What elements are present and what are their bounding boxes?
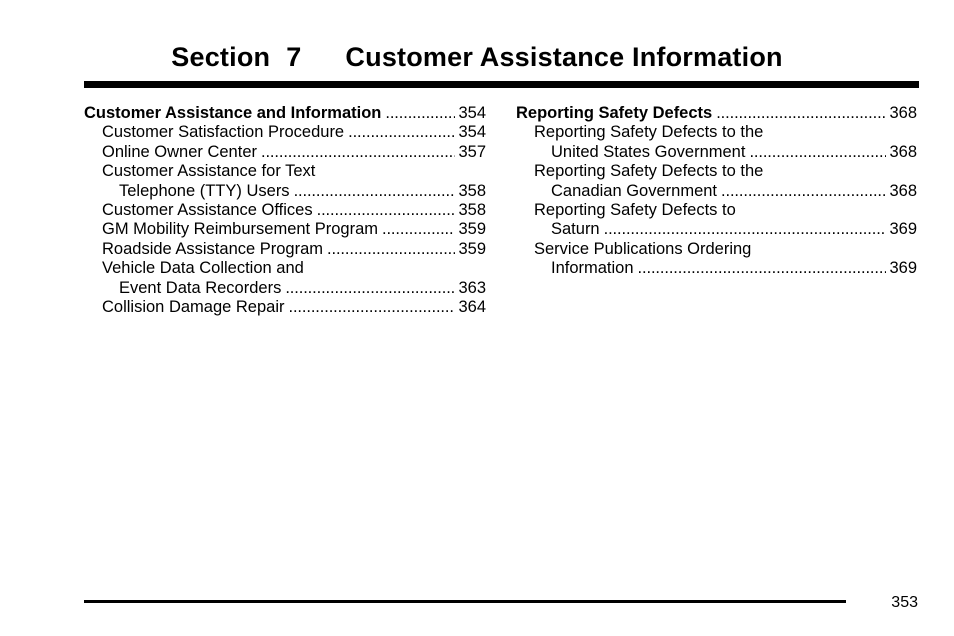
toc-leader-dots: [285, 279, 455, 298]
toc-entry[interactable]: [516, 259, 917, 278]
toc-leader-dots: [721, 182, 886, 201]
toc-page-number: 359: [458, 239, 486, 258]
toc-page-number: 368: [889, 142, 917, 161]
toc-leader-dots: [385, 104, 455, 123]
footer-rule: [84, 600, 846, 603]
toc-entry-label: GM Mobility Reimbursement Program: [102, 220, 378, 239]
header-rule: [84, 81, 919, 88]
toc-entry[interactable]: [516, 104, 917, 123]
toc-page-number: 359: [458, 220, 486, 239]
toc-leader-dots: [638, 259, 887, 278]
toc-leader-dots: [317, 201, 456, 220]
toc-leader-dots: [382, 220, 455, 239]
toc-entry-label: Saturn: [551, 220, 600, 239]
toc-entry[interactable]: [516, 220, 917, 239]
toc-entry-label: Roadside Assistance Program: [102, 239, 324, 258]
toc-entry-label: Telephone (TTY) Users: [119, 181, 290, 200]
toc-entry[interactable]: [516, 143, 917, 162]
toc-page-number: 364: [458, 298, 486, 317]
toc-entry-label: Online Owner Center: [102, 142, 257, 161]
toc-entry-label: Customer Assistance and Information: [84, 104, 382, 122]
toc-entry-label-line1[interactable]: Service Publications Ordering: [534, 239, 752, 258]
toc-entry-label: Event Data Recorders: [119, 278, 282, 297]
toc-page-number: 369: [889, 259, 917, 278]
toc-entry-label-line1[interactable]: Vehicle Data Collection and: [102, 259, 304, 278]
toc-entry[interactable]: [84, 123, 486, 142]
toc-entry[interactable]: [84, 240, 486, 259]
toc-leader-dots: [327, 240, 455, 259]
toc-leader-dots: [348, 123, 455, 142]
toc-entry-label: Information: [551, 259, 634, 278]
section-title: Customer Assistance Information: [345, 42, 783, 72]
toc-entry-label: United States Government: [551, 142, 746, 161]
toc-page-number: 357: [458, 142, 486, 161]
toc-entry-label: Canadian Government: [551, 181, 718, 200]
section-label: Section: [171, 42, 271, 72]
toc-entry[interactable]: [84, 220, 486, 239]
toc-entry[interactable]: [84, 104, 486, 123]
toc-page-number: 354: [458, 104, 486, 122]
section-heading: [0, 42, 954, 73]
page-number: 353: [891, 594, 918, 611]
toc-page-number: 354: [458, 123, 486, 142]
section-number: 7: [286, 42, 302, 72]
toc-column-right: [516, 104, 917, 279]
toc-entry-label-line1[interactable]: Reporting Safety Defects to the: [534, 123, 764, 142]
toc-leader-dots: [289, 298, 456, 317]
toc-page-number: 368: [889, 181, 917, 200]
toc-leader-dots: [716, 104, 886, 123]
toc-page-number: 363: [458, 278, 486, 297]
toc-entry-label-line1[interactable]: Reporting Safety Defects to the: [534, 162, 764, 181]
toc-entry-label: Collision Damage Repair: [102, 298, 285, 317]
toc-page-number: 358: [458, 201, 486, 220]
toc-entry-label: Reporting Safety Defects: [516, 104, 713, 122]
toc-entry[interactable]: [84, 143, 486, 162]
toc-leader-dots: [294, 182, 456, 201]
toc-entry[interactable]: [84, 201, 486, 220]
toc-leader-dots: [749, 143, 886, 162]
toc-entry[interactable]: [84, 182, 486, 201]
toc-column-left: [84, 104, 486, 317]
toc-entry-label: Customer Satisfaction Procedure: [102, 123, 345, 142]
toc-entry[interactable]: [84, 279, 486, 298]
toc-leader-dots: [604, 220, 887, 239]
toc-leader-dots: [261, 143, 455, 162]
toc-entry-label-line1[interactable]: Customer Assistance for Text: [102, 162, 316, 181]
toc-entry-label-line1[interactable]: Reporting Safety Defects to: [534, 201, 736, 220]
toc-entry[interactable]: [84, 298, 486, 317]
toc-page-number: 368: [889, 104, 917, 122]
toc-page-number: 358: [458, 181, 486, 200]
toc-entry-label: Customer Assistance Offices: [102, 201, 313, 220]
toc-entry[interactable]: [516, 182, 917, 201]
toc-page-number: 369: [889, 220, 917, 239]
